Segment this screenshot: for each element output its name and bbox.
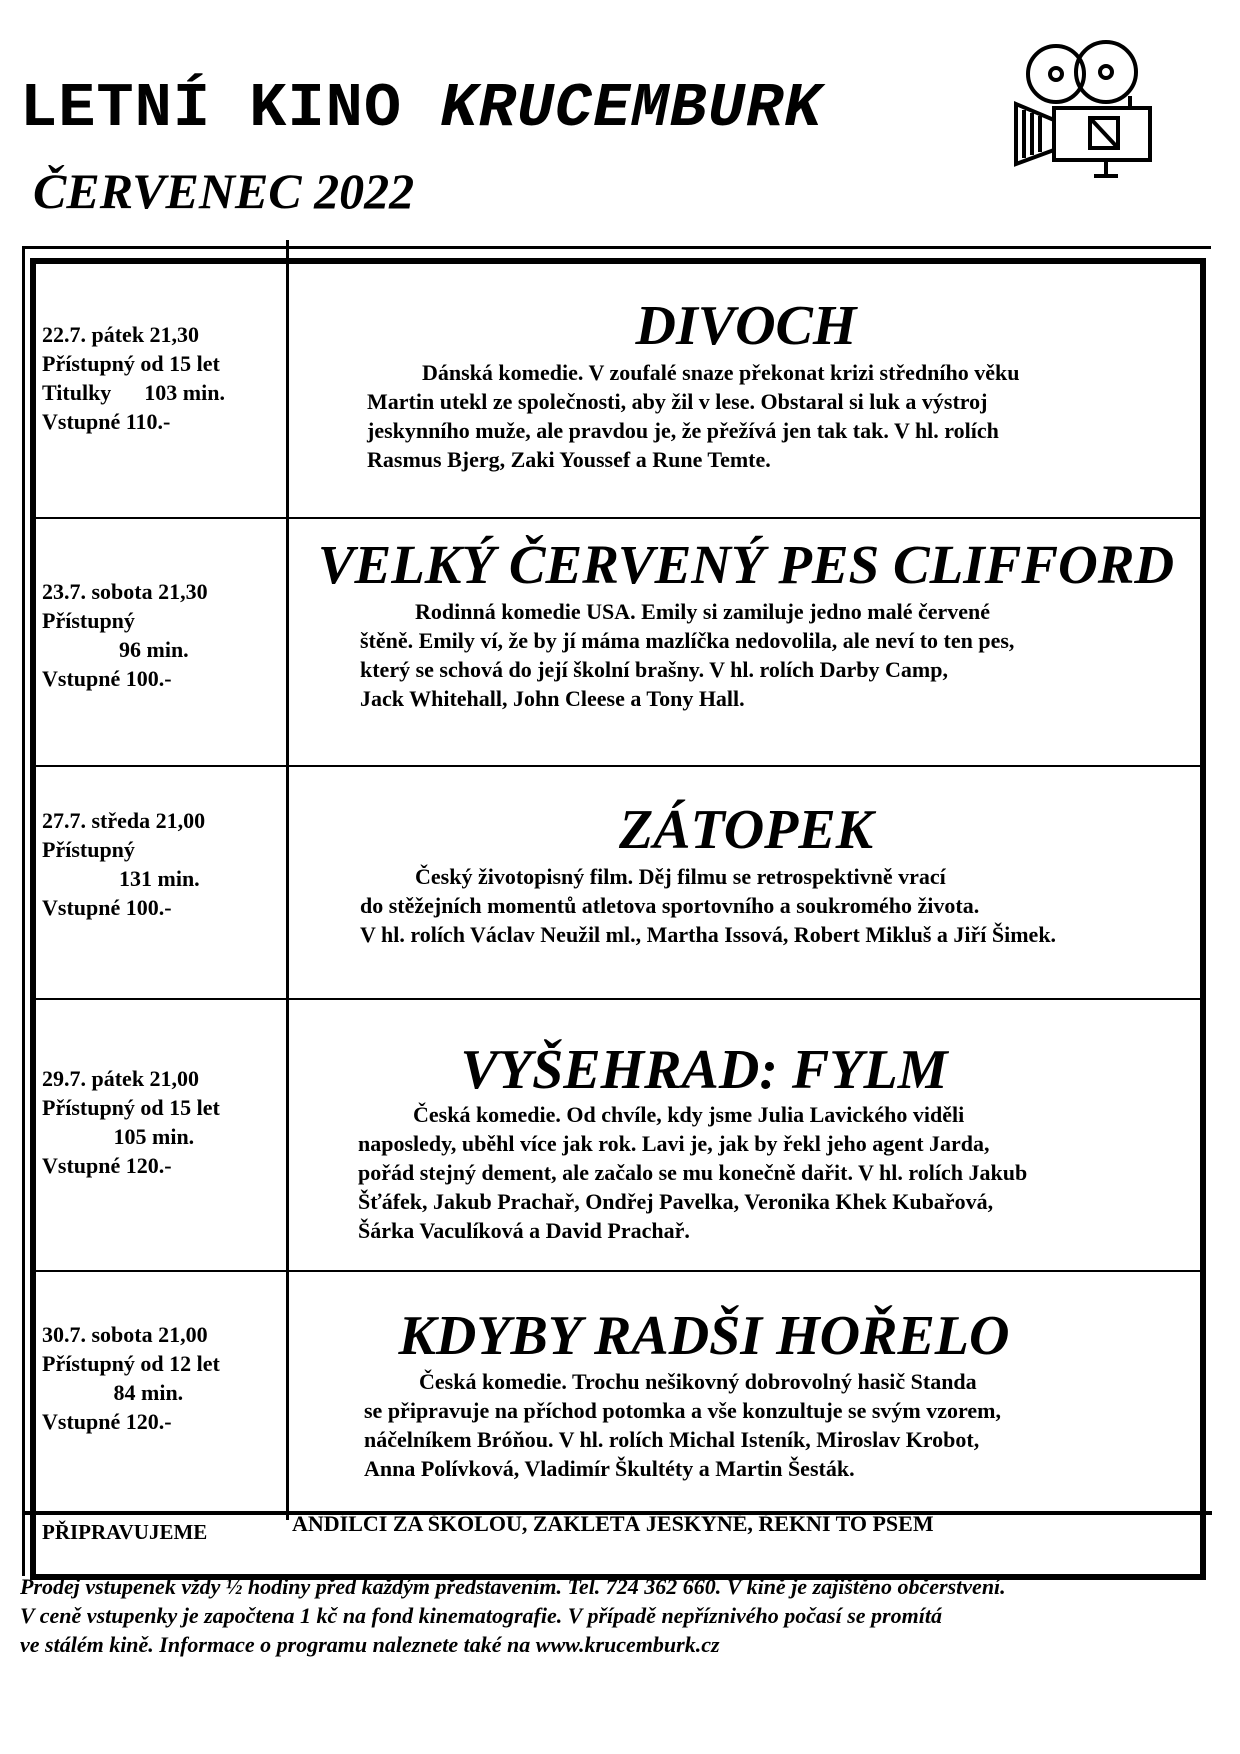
runtime: 131 min. [42, 866, 200, 891]
description-line: Český životopisný film. Děj filmu se retrospektivně vrací [360, 864, 946, 889]
film-title: DIVOCH [635, 295, 857, 357]
age-rating: Přístupný od 15 let [42, 1095, 220, 1120]
description-line: V hl. rolích Václav Neužil ml., Martha Issová, Robert Mikluš a Jiří Šimek. [360, 922, 1057, 947]
film-title: ZÁTOPEK [618, 799, 874, 861]
film-description [360, 597, 1014, 713]
row-divider [36, 1270, 1200, 1272]
screening-date: 23.7. sobota 21,30 [42, 579, 208, 604]
age-rating: Přístupný [42, 608, 135, 633]
admission-price: Vstupné 120.- [42, 1153, 172, 1178]
description-line: štěně. Emily ví, že by jí máma mazlíčka nedovolila, ale neví to ten pes, [360, 628, 1015, 653]
description-line: Rasmus Bjerg, Zaki Youssef a Rune Temte. [367, 447, 771, 472]
runtime: Titulky 103 min. [42, 380, 225, 405]
description-line: Dánská komedie. V zoufalé snaze překonat krizi středního věku [367, 360, 1020, 385]
film-description [360, 862, 1056, 949]
runtime: 105 min. [42, 1124, 195, 1149]
title-prefix: LETNÍ KINO [20, 73, 403, 144]
description-line: Jack Whitehall, John Cleese a Tony Hall. [360, 686, 745, 711]
row-divider [36, 765, 1200, 767]
description-line: Česká komedie. Trochu nešikovný dobrovolný hasič Standa [364, 1369, 977, 1394]
screening-date: 29.7. pátek 21,00 [42, 1066, 200, 1091]
runtime: 96 min. [42, 637, 189, 662]
screening-info [42, 577, 282, 693]
age-rating: Přístupný [42, 837, 135, 862]
description-line: který se schová do její školní brašny. V hl. rolích Darby Camp, [360, 657, 948, 682]
preparing-films: ANDÍLCI ZA ŠKOLOU, ZAKLETÁ JESKYNĚ, ŘEKNI TO PSEM [292, 1511, 934, 1536]
runtime: 84 min. [42, 1380, 184, 1405]
age-rating: Přístupný od 15 let [42, 351, 220, 376]
table-left-edge [22, 246, 25, 1576]
screening-date: 30.7. sobota 21,00 [42, 1322, 208, 1347]
screening-info [42, 1320, 282, 1436]
description-line: pořád stejný dement, ale začalo se mu konečně dařit. V hl. rolích Jakub [358, 1160, 1028, 1185]
description-line: Rodinná komedie USA. Emily si zamiluje jedno malé červené [360, 599, 991, 624]
description-line: Šárka Vaculíková a David Prachař. [358, 1218, 690, 1243]
screening-date: 27.7. středa 21,00 [42, 808, 206, 833]
row-divider [36, 517, 1200, 519]
title-place: KRUCEMBURK [440, 73, 823, 144]
age-rating: Přístupný od 12 let [42, 1351, 220, 1376]
preparing-label: PŘIPRAVUJEME [42, 1520, 208, 1544]
film-description [364, 1367, 1001, 1483]
footer-line: V ceně vstupenky je započtena 1 kč na fond kinematografie. V případě nepříznivého počasí se promítá [20, 1603, 942, 1628]
description-line: jeskynního muže, ale pravdou je, že přežívá jen tak tak. V hl. rolích [367, 418, 999, 443]
admission-price: Vstupné 110.- [42, 409, 171, 434]
table-top-border [22, 246, 1211, 249]
description-line: náčelníkem Bróňou. V hl. rolích Michal Isteník, Miroslav Krobot, [364, 1427, 980, 1452]
film-description [358, 1100, 1027, 1245]
admission-price: Vstupné 100.- [42, 666, 172, 691]
description-line: Anna Polívková, Vladimír Škultéty a Martin Šesták. [364, 1456, 855, 1481]
description-line: Martin utekl ze společnosti, aby žil v lese. Obstaral si luk a výstroj [367, 389, 988, 414]
month-title: ČERVENEC 2022 [33, 163, 415, 219]
film-title: VELKÝ ČERVENÝ PES CLIFFORD [317, 534, 1175, 595]
admission-price: Vstupné 100.- [42, 895, 172, 920]
film-title: KDYBY RADŠI HOŘELO [398, 1305, 1010, 1367]
screening-info [42, 806, 282, 922]
screening-date: 22.7. pátek 21,30 [42, 322, 200, 347]
screening-info [42, 1064, 282, 1180]
description-line: Česká komedie. Od chvíle, kdy jsme Julia Lavického viděli [358, 1102, 965, 1127]
row-divider [36, 998, 1200, 1000]
footer-notes [20, 1572, 1220, 1659]
film-title: VYŠEHRAD: FYLM [460, 1039, 948, 1101]
film-description [367, 358, 1020, 474]
admission-price: Vstupné 120.- [42, 1409, 172, 1434]
description-line: naposledy, uběhl více jak rok. Lavi je, jak by řekl jeho agent Jarda, [358, 1131, 990, 1156]
footer-line: Prodej vstupenek vždy ½ hodiny před každým představením. Tel. 724 362 660. V kině je zajištěno občerstvení. [20, 1574, 1006, 1599]
description-line: se připravuje na příchod potomka a vše konzultuje se svým vzorem, [364, 1398, 1001, 1423]
page-title [20, 73, 823, 144]
screening-info [42, 320, 282, 436]
description-line: Šťáfek, Jakub Prachař, Ondřej Pavelka, Veronika Khek Kubařová, [358, 1189, 994, 1214]
film-camera-icon [1010, 38, 1160, 188]
footer-line: ve stálém kině. Informace o programu naleznete také na www.krucemburk.cz [20, 1632, 720, 1657]
description-line: do stěžejních momentů atletova sportovního a soukromého života. [360, 893, 980, 918]
